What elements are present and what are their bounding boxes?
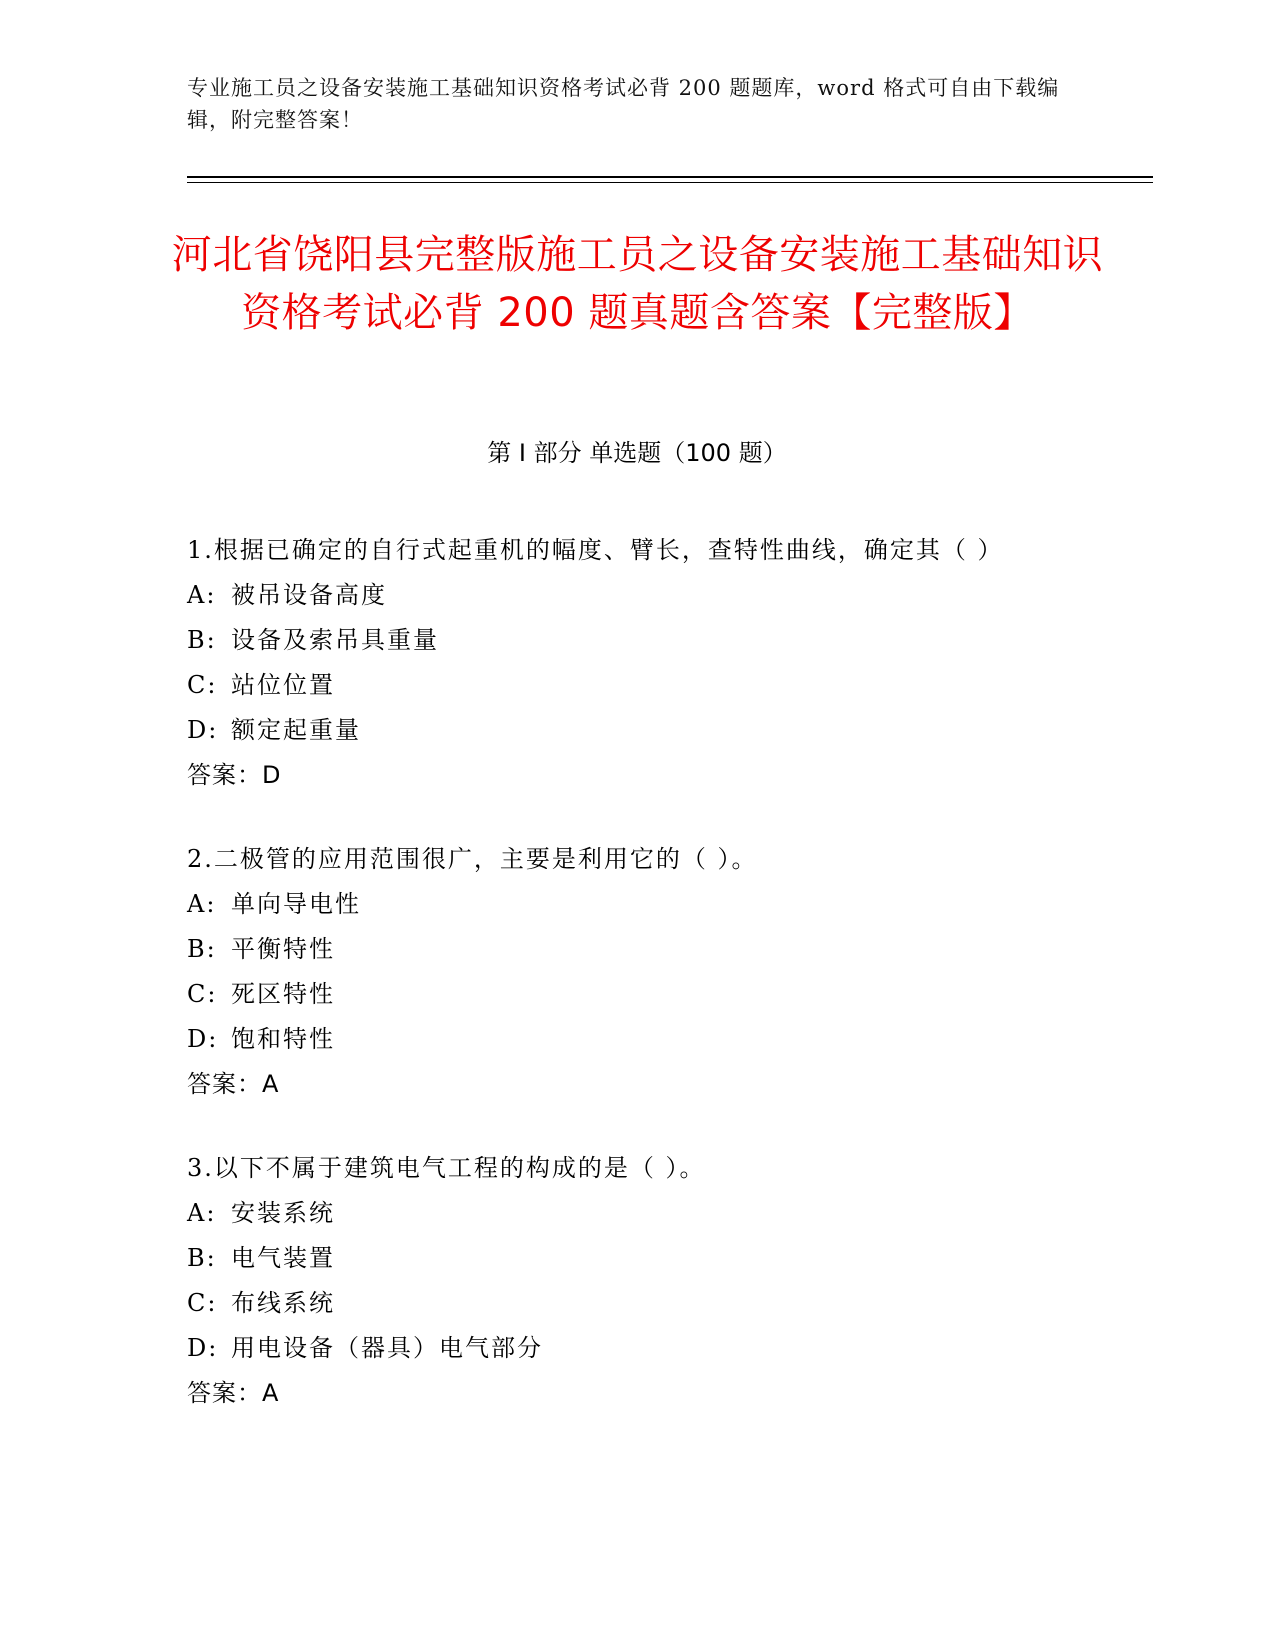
option-d xyxy=(187,1326,1067,1371)
question-list xyxy=(187,528,1067,1455)
option-a xyxy=(187,1191,1067,1236)
option-text: 站位位置 xyxy=(231,671,335,699)
option-key: C: xyxy=(187,980,218,1008)
option-b xyxy=(187,618,1067,663)
answer-line: 答案：A xyxy=(187,1070,280,1098)
option-key: C: xyxy=(187,1289,218,1317)
option-key: A: xyxy=(187,890,217,918)
option-text: 饱和特性 xyxy=(231,1025,335,1053)
header-rule-thin xyxy=(187,182,1153,183)
option-key: D: xyxy=(187,1334,219,1362)
option-key: D: xyxy=(187,1025,219,1053)
option-key: C: xyxy=(187,671,218,699)
question-stem: 1.根据已确定的自行式起重机的幅度、臂长，查特性曲线，确定其（ ） xyxy=(187,536,1004,564)
option-c xyxy=(187,972,1067,1017)
option-d xyxy=(187,1017,1067,1062)
option-key: D: xyxy=(187,716,219,744)
header-rule-thick xyxy=(187,176,1153,178)
document-title: 河北省饶阳县完整版施工员之设备安装施工基础知识资格考试必背 200 题真题含答案【完整版】 xyxy=(171,232,1104,336)
option-key: A: xyxy=(187,1199,217,1227)
option-text: 用电设备（器具）电气部分 xyxy=(231,1334,543,1362)
question-2 xyxy=(187,837,1067,1107)
header-note: 专业施工员之设备安装施工基础知识资格考试必背 200 题题库，word 格式可自由下载编辑，附完整答案！ xyxy=(187,76,1060,132)
option-text: 被吊设备高度 xyxy=(231,581,387,609)
option-key: A: xyxy=(187,581,217,609)
option-b xyxy=(187,927,1067,972)
option-a xyxy=(187,882,1067,927)
option-key: B: xyxy=(187,935,217,963)
option-text: 电气装置 xyxy=(231,1244,335,1272)
option-c xyxy=(187,663,1067,708)
answer-line: 答案：A xyxy=(187,1379,280,1407)
option-text: 设备及索吊具重量 xyxy=(231,626,439,654)
question-1 xyxy=(187,528,1067,798)
option-text: 安装系统 xyxy=(231,1199,335,1227)
option-text: 平衡特性 xyxy=(231,935,335,963)
answer-line: 答案：D xyxy=(187,761,282,789)
option-text: 死区特性 xyxy=(231,980,335,1008)
option-a xyxy=(187,573,1067,618)
option-key: B: xyxy=(187,626,217,654)
question-stem: 2.二极管的应用范围很广，主要是利用它的（ ）。 xyxy=(187,845,758,873)
option-b xyxy=(187,1236,1067,1281)
question-stem: 3.以下不属于建筑电气工程的构成的是（ ）。 xyxy=(187,1154,706,1182)
option-text: 额定起重量 xyxy=(231,716,361,744)
option-text: 布线系统 xyxy=(231,1289,335,1317)
section-heading: 第 I 部分 单选题（100 题） xyxy=(487,439,787,467)
question-3 xyxy=(187,1146,1067,1416)
option-c xyxy=(187,1281,1067,1326)
option-text: 单向导电性 xyxy=(231,890,361,918)
option-key: B: xyxy=(187,1244,217,1272)
option-d xyxy=(187,708,1067,753)
